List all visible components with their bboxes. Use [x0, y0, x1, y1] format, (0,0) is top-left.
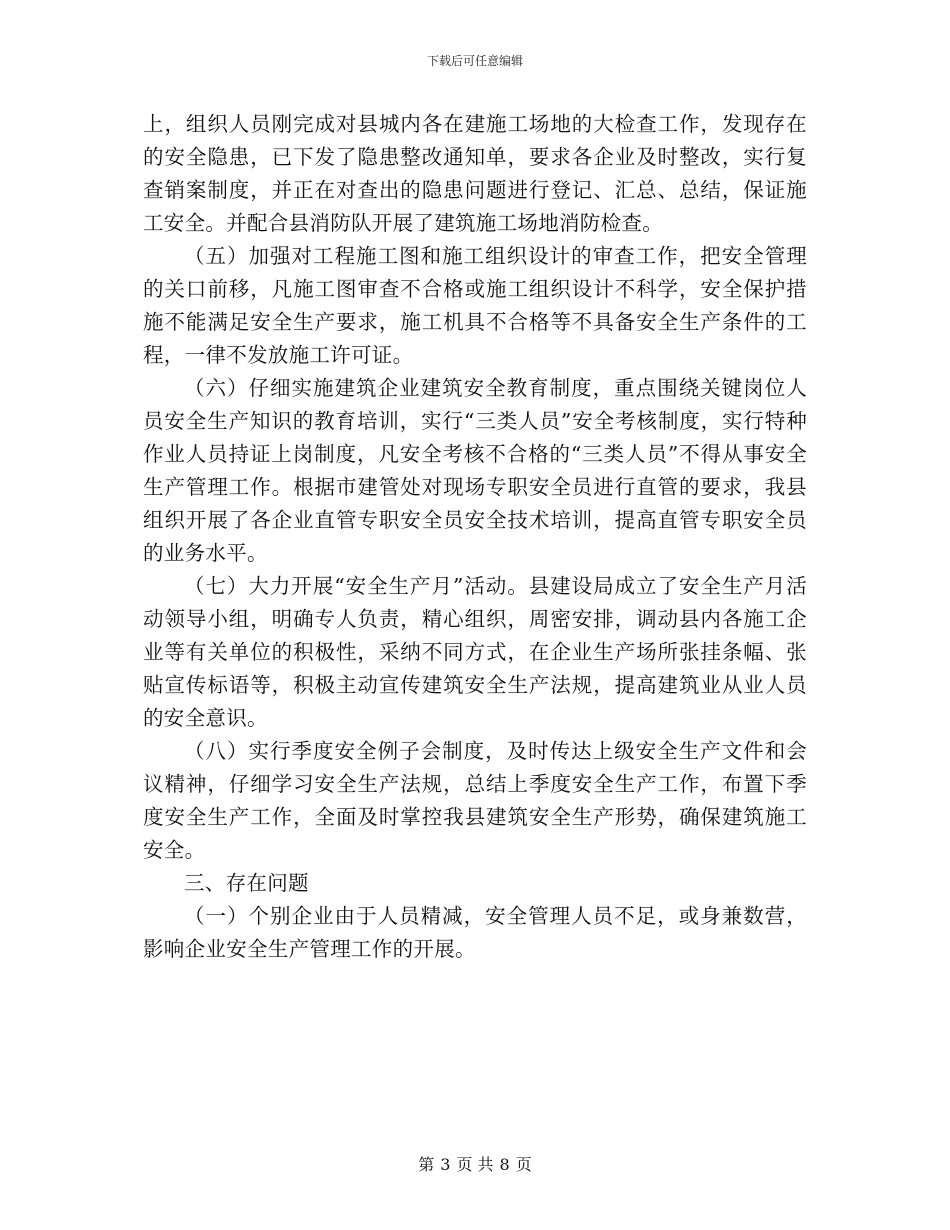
page-footer — [0, 1154, 950, 1176]
document-body — [143, 108, 807, 966]
paragraph-continuation: 上，组织人员刚完成对县城内各在建施工场地的大检查工作，发现存在的安全隐患，已下发了隐患整改通知单，要求各企业及时整改，实行复查销案制度，并正在对查出的隐患问题进行登记、汇总、总结，保证施工安全。并配合县消防队开展了建筑施工场地消防检查。 — [143, 112, 807, 235]
header-text: 下载后可任意编辑 — [426, 54, 523, 68]
page-header — [0, 53, 950, 69]
paragraph-item-7: （七）大力开展“安全生产月”活动。县建设局成立了安全生产月活动领导小组，明确专人负责，精心组织，周密安排，调动县内各施工企业等有关单位的积极性，采纳不同方式，在企业生产场所张挂条幅、张贴宣传标语等，积极主动宣传建筑安全生产法规，提高建筑业从业人员的安全意识。 — [143, 574, 807, 730]
paragraph-item-6: （六）仔细实施建筑企业建筑安全教育制度，重点围绕关键岗位人员安全生产知识的教育培训，实行“三类人员”安全考核制度，实行特种作业人员持证上岗制度，凡安全考核不合格的“三类人员”不得从事安全生产管理工作。根据市建管处对现场专职安全员进行直管的要求，我县组织开展了各企业直管专职安全员安全技术培训，提高直管专职安全员的业务水平。 — [143, 376, 807, 565]
footer-middle: 页 共 — [456, 1155, 494, 1174]
paragraph-item-8: （八）实行季度安全例子会制度，及时传达上级安全生产文件和会议精神，仔细学习安全生产法规，总结上季度安全生产工作，布置下季度安全生产工作，全面及时掌控我县建筑安全生产形势，确保建筑施工安全。 — [143, 739, 807, 862]
section-heading-problems: 三、存在问题 — [184, 871, 309, 895]
footer-prefix: 第 — [418, 1155, 435, 1174]
footer-total-pages: 8 — [499, 1155, 510, 1174]
paragraph-item-5: （五）加强对工程施工图和施工组织设计的审查工作，把安全管理的关口前移，凡施工图审查不合格或施工组织设计不科学，安全保护措施不能满足安全生产要求，施工机具不合格等不具备安全生产条件的工程，一律不发放施工许可证。 — [143, 244, 807, 367]
footer-suffix: 页 — [515, 1155, 532, 1174]
footer-current-page: 3 — [440, 1155, 451, 1174]
paragraph-problem-1: （一）个别企业由于人员精减，安全管理人员不足，或身兼数营，影响企业安全生产管理工作的开展。 — [143, 904, 807, 961]
